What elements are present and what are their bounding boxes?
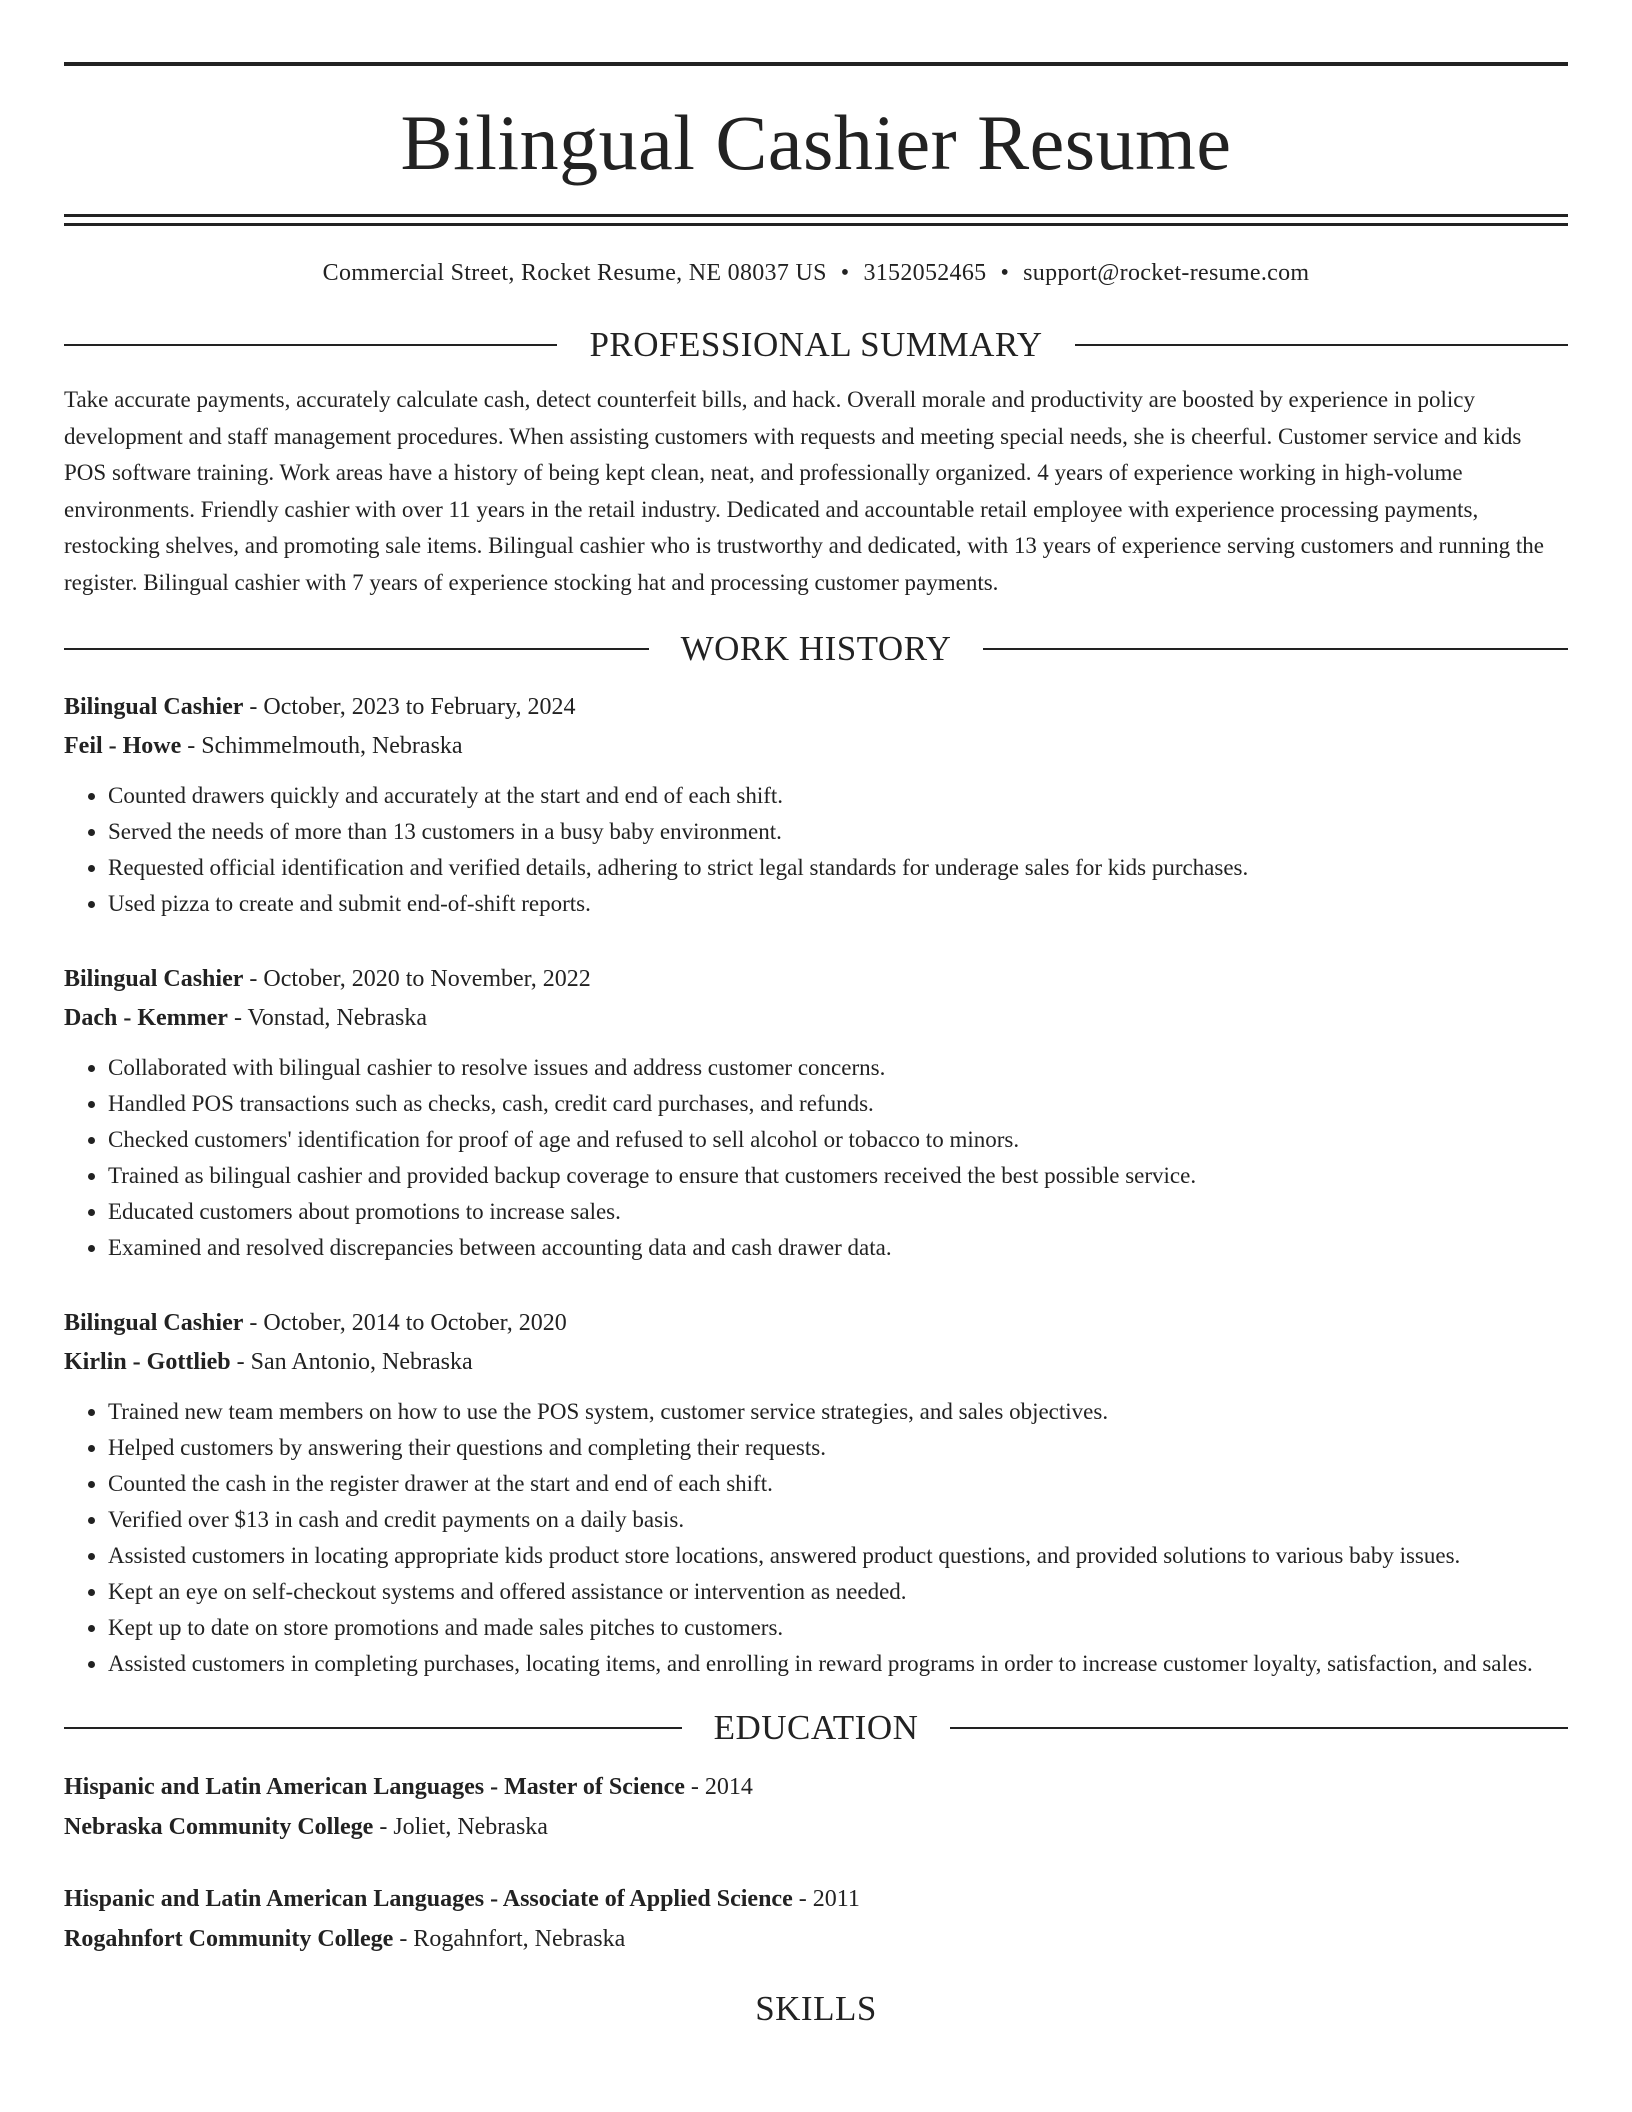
job-company: Dach - Kemmer — [64, 1005, 228, 1031]
job-duties — [64, 1050, 1568, 1266]
job-company-line — [64, 727, 1568, 766]
contact-line — [64, 260, 1568, 287]
school-location: - Rogahnfort, Nebraska — [393, 1926, 626, 1952]
job-entry — [64, 1304, 1568, 1682]
job-title: Bilingual Cashier — [64, 966, 244, 992]
job-title-line — [64, 688, 1568, 727]
job-entry — [64, 960, 1568, 1266]
job-company-line — [64, 999, 1568, 1038]
education-list — [64, 1767, 1568, 1959]
job-dates: - October, 2020 to November, 2022 — [243, 966, 591, 992]
top-rule — [64, 62, 1568, 66]
job-title-line — [64, 1304, 1568, 1343]
duty-item: • Helped customers by answering their questions and completing their requests. — [108, 1430, 1568, 1466]
section-title: SKILLS — [755, 1989, 877, 2028]
section-title: WORK HISTORY — [680, 629, 952, 668]
duty-item: • Trained as bilingual cashier and provided backup coverage to ensure that customers received the best possible service. — [108, 1158, 1568, 1194]
section-rule — [64, 1727, 682, 1729]
job-title: Bilingual Cashier — [64, 694, 244, 720]
section-title: PROFESSIONAL SUMMARY — [589, 325, 1043, 364]
section-rule — [983, 648, 1568, 650]
section-title: EDUCATION — [713, 1708, 919, 1747]
job-location: - Vonstad, Nebraska — [227, 1005, 428, 1031]
section-header-education — [64, 1710, 1568, 1745]
duty-item: • Trained new team members on how to use the POS system, customer service strategies, and sales objectives. — [108, 1394, 1568, 1430]
duty-item: • Requested official identification and verified details, adhering to strict legal standards for underage sales for kids purchases. — [108, 850, 1568, 886]
degree-line — [64, 1879, 1568, 1919]
degree-line — [64, 1767, 1568, 1807]
job-company-line — [64, 1343, 1568, 1382]
contact-separator: • — [840, 260, 850, 286]
duty-item: • Kept up to date on store promotions and made sales pitches to customers. — [108, 1610, 1568, 1646]
duty-item: • Assisted customers in locating appropriate kids product store locations, answered product questions, and provided solutions to various baby issues. — [108, 1538, 1568, 1574]
duty-item: • Counted drawers quickly and accurately at the start and end of each shift. — [108, 778, 1568, 814]
duty-item: • Assisted customers in completing purchases, locating items, and enrolling in reward programs in order to increase customer loyalty, satisfaction, and sales. — [108, 1646, 1568, 1682]
contact-phone: 3152052465 — [863, 260, 987, 286]
degree-year: - 2014 — [684, 1774, 753, 1800]
school-name: Rogahnfort Community College — [64, 1926, 394, 1952]
job-duties — [64, 778, 1568, 922]
job-duties — [64, 1394, 1568, 1682]
section-rule — [950, 1727, 1568, 1729]
section-header-work — [64, 631, 1568, 666]
school-name: Nebraska Community College — [64, 1814, 374, 1840]
job-dates: - October, 2023 to February, 2024 — [243, 694, 576, 720]
duty-item: • Educated customers about promotions to increase sales. — [108, 1194, 1568, 1230]
school-line — [64, 1919, 1568, 1959]
contact-separator: • — [1000, 260, 1010, 286]
contact-address: Commercial Street, Rocket Resume, NE 08037 US — [322, 260, 827, 286]
section-rule — [64, 648, 649, 650]
degree-year: - 2011 — [792, 1886, 860, 1912]
duty-item: • Used pizza to create and submit end-of-shift reports. — [108, 886, 1568, 922]
duty-item: • Collaborated with bilingual cashier to resolve issues and address customer concerns. — [108, 1050, 1568, 1086]
section-header-summary — [64, 327, 1568, 362]
duty-item: • Kept an eye on self-checkout systems and offered assistance or intervention as needed. — [108, 1574, 1568, 1610]
duty-item: • Served the needs of more than 13 customers in a busy baby environment. — [108, 814, 1568, 850]
duty-item: • Examined and resolved discrepancies between accounting data and cash drawer data. — [108, 1230, 1568, 1266]
job-dates: - October, 2014 to October, 2020 — [243, 1310, 567, 1336]
resume-title: Bilingual Cashier Resume — [400, 99, 1232, 186]
job-company: Kirlin - Gottlieb — [64, 1349, 231, 1375]
duty-item: • Verified over $13 in cash and credit payments on a daily basis. — [108, 1502, 1568, 1538]
job-title: Bilingual Cashier — [64, 1310, 244, 1336]
work-history-list — [64, 688, 1568, 1682]
degree-name: Hispanic and Latin American Languages - Master of Science — [64, 1774, 685, 1800]
section-header-skills — [64, 1991, 1568, 2026]
degree-name: Hispanic and Latin American Languages - Associate of Applied Science — [64, 1886, 793, 1912]
education-entry — [64, 1767, 1568, 1847]
job-title-line — [64, 960, 1568, 999]
section-rule — [1075, 344, 1568, 346]
section-rule — [64, 344, 557, 346]
job-entry — [64, 688, 1568, 922]
duty-item: • Handled POS transactions such as checks, cash, credit card purchases, and refunds. — [108, 1086, 1568, 1122]
job-location: - San Antonio, Nebraska — [230, 1349, 473, 1375]
duty-item: • Checked customers' identification for proof of age and refused to sell alcohol or tobacco to minors. — [108, 1122, 1568, 1158]
job-company: Feil - Howe — [64, 733, 182, 759]
school-line — [64, 1807, 1568, 1847]
contact-email: support@rocket-resume.com — [1023, 260, 1310, 286]
summary-paragraph: Take accurate payments, accurately calculate cash, detect counterfeit bills, and hack. Overall morale and productivity are boosted by experience in policy development and staff management procedures. When assisting customers with requests and meeting special needs, she is cheerful. Customer service and kids POS software training. Work areas have a history of being kept clean, neat, and professionally organized. 4 years of experience working in high-volume environments. Friendly cashier with over 11 years in the retail industry. Dedicated and accountable retail employee with experience processing payments, restocking shelves, and promoting sale items. Bilingual cashier who is trustworthy and dedicated, with 13 years of experience serving customers and running the register. Bilingual cashier with 7 years of experience stocking hat and processing customer payments. — [64, 387, 1544, 595]
duty-item: • Counted the cash in the register drawer at the start and end of each shift. — [108, 1466, 1568, 1502]
double-rule — [64, 214, 1568, 226]
education-entry — [64, 1879, 1568, 1959]
school-location: - Joliet, Nebraska — [373, 1814, 548, 1840]
job-location: - Schimmelmouth, Nebraska — [181, 733, 463, 759]
